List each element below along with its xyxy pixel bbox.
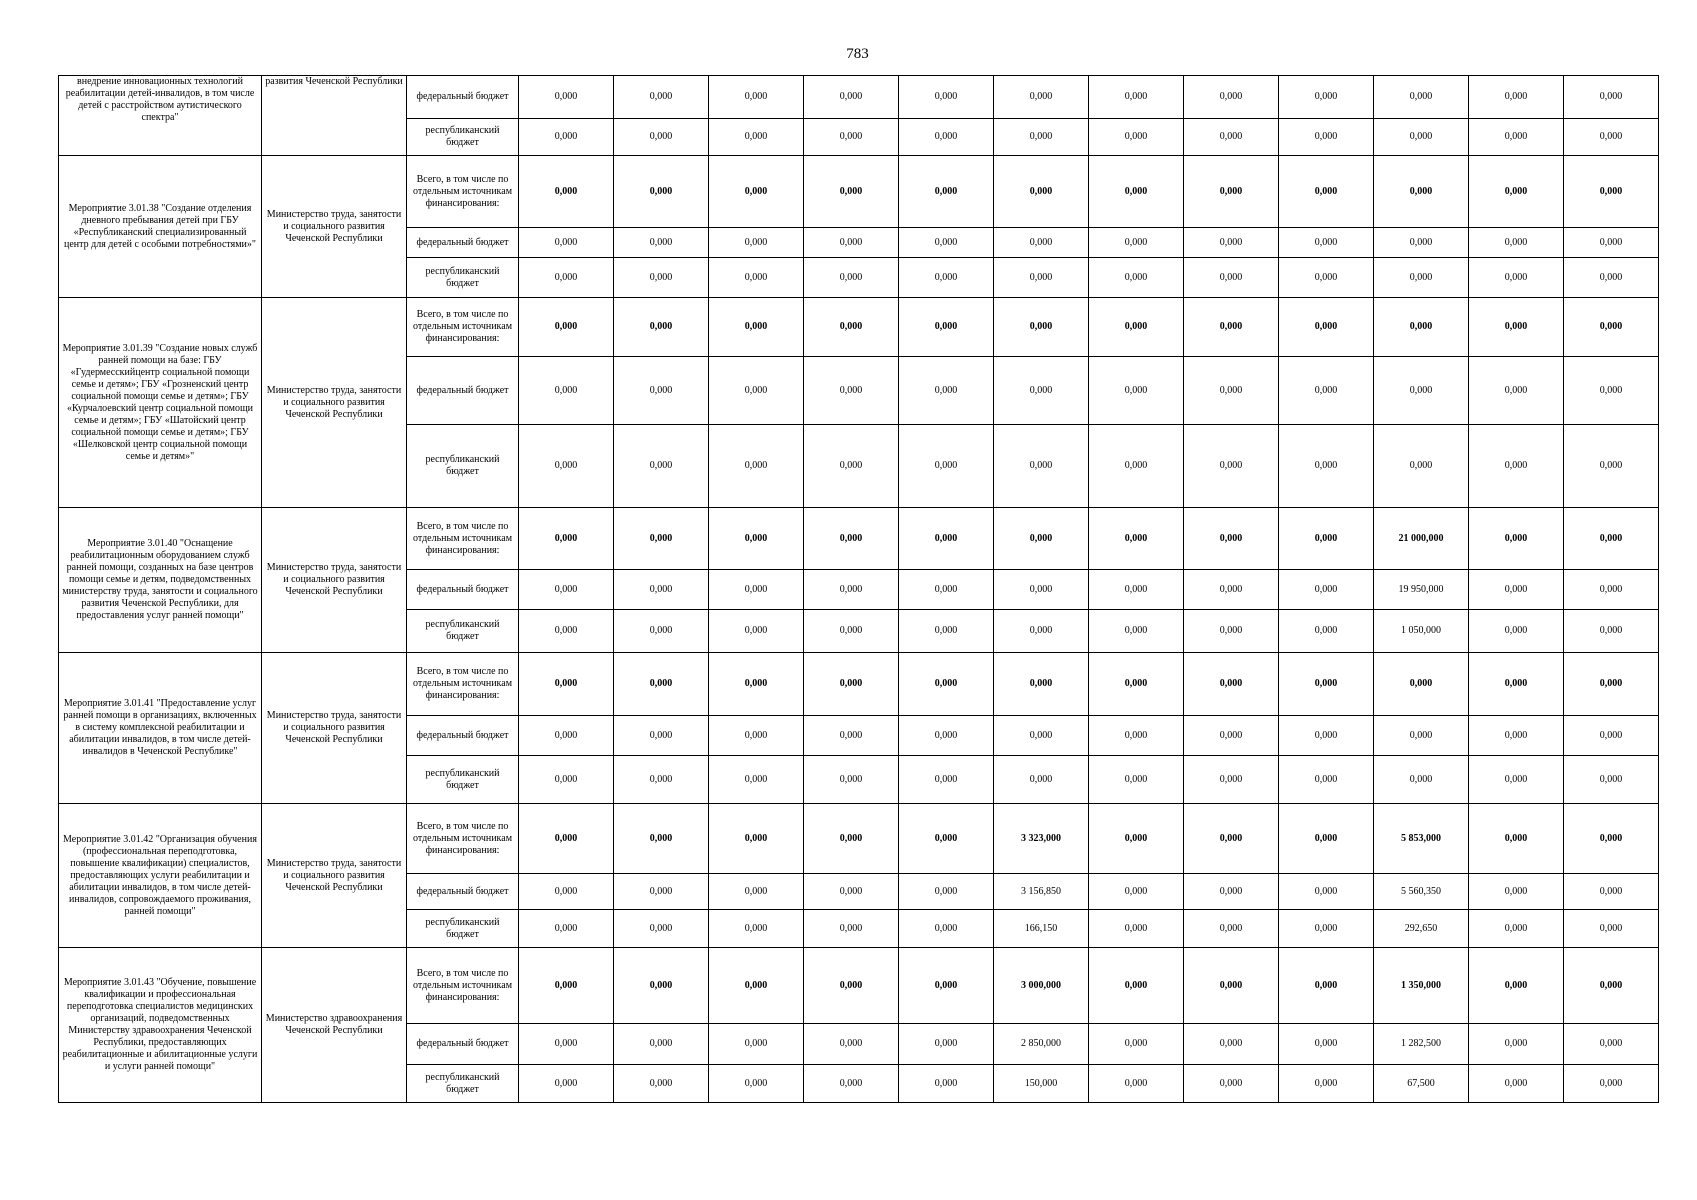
amount-cell: 0,000 [1184,76,1279,119]
amount-cell: 0,000 [1184,1065,1279,1103]
amount-cell: 0,000 [1374,119,1469,156]
funding-source: Всего, в том числе по отдельным источникам финансирования: [407,653,519,716]
amount-cell: 0,000 [1564,119,1659,156]
amount-cell: 0,000 [1564,508,1659,570]
amount-cell: 0,000 [709,1024,804,1065]
amount-cell: 0,000 [709,76,804,119]
amount-cell: 0,000 [1089,357,1184,425]
amount-cell: 0,000 [1469,716,1564,756]
amount-cell: 0,000 [994,156,1089,228]
funding-source: республиканский бюджет [407,425,519,508]
amount-cell: 0,000 [1469,570,1564,610]
amount-cell: 0,000 [1564,258,1659,298]
amount-cell: 0,000 [1089,804,1184,874]
table-row [59,948,1659,1024]
amount-cell: 0,000 [899,156,994,228]
page-number: 783 [846,46,869,62]
amount-cell: 0,000 [994,119,1089,156]
amount-cell: 0,000 [1279,119,1374,156]
amount-cell: 0,000 [614,716,709,756]
amount-cell: 0,000 [899,425,994,508]
amount-cell: 0,000 [709,156,804,228]
amount-cell: 0,000 [1564,874,1659,910]
amount-cell: 0,000 [1279,910,1374,948]
amount-cell: 0,000 [899,298,994,357]
amount-cell: 0,000 [804,716,899,756]
amount-cell: 0,000 [1089,425,1184,508]
amount-cell: 0,000 [1184,119,1279,156]
amount-cell: 0,000 [1279,1065,1374,1103]
amount-cell: 0,000 [614,228,709,258]
amount-cell: 0,000 [519,653,614,716]
amount-cell: 0,000 [709,716,804,756]
amount-cell: 0,000 [1469,258,1564,298]
amount-cell: 0,000 [899,874,994,910]
amount-cell: 0,000 [1469,425,1564,508]
amount-cell: 0,000 [1089,119,1184,156]
amount-cell: 0,000 [519,756,614,804]
table-row [59,298,1659,357]
amount-cell: 0,000 [1089,258,1184,298]
amount-cell: 0,000 [519,425,614,508]
table-row [59,804,1659,874]
amount-cell: 0,000 [1469,508,1564,570]
amount-cell: 0,000 [709,1065,804,1103]
amount-cell: 0,000 [519,948,614,1024]
amount-cell: 0,000 [899,119,994,156]
funding-source: федеральный бюджет [407,228,519,258]
amount-cell: 0,000 [1374,756,1469,804]
amount-cell: 0,000 [804,874,899,910]
funding-source: федеральный бюджет [407,874,519,910]
amount-cell: 0,000 [1279,570,1374,610]
amount-cell: 0,000 [1089,716,1184,756]
amount-cell: 0,000 [1089,910,1184,948]
amount-cell: 0,000 [994,298,1089,357]
amount-cell: 0,000 [709,357,804,425]
amount-cell: 0,000 [899,910,994,948]
amount-cell: 0,000 [804,948,899,1024]
amount-cell: 0,000 [519,910,614,948]
amount-cell: 0,000 [709,910,804,948]
amount-cell: 0,000 [519,228,614,258]
amount-cell: 0,000 [804,119,899,156]
amount-cell: 0,000 [519,508,614,570]
amount-cell: 1 350,000 [1374,948,1469,1024]
amount-cell: 0,000 [899,228,994,258]
amount-cell: 0,000 [1564,804,1659,874]
funding-source: республиканский бюджет [407,258,519,298]
amount-cell: 0,000 [1184,653,1279,716]
amount-cell: 0,000 [519,258,614,298]
amount-cell: 0,000 [804,756,899,804]
amount-cell: 0,000 [709,948,804,1024]
amount-cell: 0,000 [899,357,994,425]
amount-cell: 0,000 [709,804,804,874]
amount-cell: 0,000 [1279,804,1374,874]
event-name: Мероприятие 3.01.38 "Создание отделения дневного пребывания детей при ГБУ «Республиканский специализированный центр для детей с особыми потребностями»" [59,156,262,298]
amount-cell: 0,000 [614,1024,709,1065]
amount-cell: 0,000 [1374,228,1469,258]
amount-cell: 0,000 [1279,874,1374,910]
amount-cell: 0,000 [804,1024,899,1065]
amount-cell: 0,000 [804,653,899,716]
executor-name: Министерство труда, занятости и социального развития Чеченской Республики [262,653,407,804]
event-name: внедрение инновационных технологий реабилитации детей-инвалидов, в том числе детей с расстройством аутистического спектра" [59,76,262,156]
amount-cell: 0,000 [1374,357,1469,425]
funding-source: федеральный бюджет [407,1024,519,1065]
funding-source: Всего, в том числе по отдельным источникам финансирования: [407,948,519,1024]
amount-cell: 1 282,500 [1374,1024,1469,1065]
table-row [59,653,1659,716]
amount-cell: 0,000 [804,610,899,653]
amount-cell: 0,000 [1279,228,1374,258]
executor-name: Министерство труда, занятости и социального развития Чеченской Республики [262,156,407,298]
amount-cell: 0,000 [1279,425,1374,508]
amount-cell: 0,000 [1279,610,1374,653]
amount-cell: 0,000 [1564,228,1659,258]
amount-cell: 0,000 [804,1065,899,1103]
amount-cell: 0,000 [709,119,804,156]
amount-cell: 0,000 [614,610,709,653]
amount-cell: 0,000 [1089,156,1184,228]
amount-cell: 0,000 [1469,948,1564,1024]
amount-cell: 0,000 [1279,508,1374,570]
amount-cell: 0,000 [1564,948,1659,1024]
amount-cell: 0,000 [994,76,1089,119]
funding-source: республиканский бюджет [407,610,519,653]
amount-cell: 1 050,000 [1374,610,1469,653]
amount-cell: 0,000 [804,570,899,610]
amount-cell: 0,000 [1374,298,1469,357]
amount-cell: 0,000 [1184,156,1279,228]
amount-cell: 0,000 [519,298,614,357]
amount-cell: 0,000 [1564,756,1659,804]
amount-cell: 0,000 [1279,258,1374,298]
amount-cell: 0,000 [1469,874,1564,910]
amount-cell: 0,000 [1564,910,1659,948]
amount-cell: 0,000 [1564,1024,1659,1065]
executor-name: Министерство труда, занятости и социального развития Чеченской Республики [262,298,407,508]
amount-cell: 0,000 [1469,1024,1564,1065]
amount-cell: 0,000 [1089,298,1184,357]
event-name: Мероприятие 3.01.42 "Организация обучения (профессиональная переподготовка, повышение квалификации) специалистов, предоставляющих услуги реабилитации и абилитации инвалидов, в том числе детей-инвалидов, сопровождаемого проживания, ранней помощи" [59,804,262,948]
amount-cell: 0,000 [1564,610,1659,653]
amount-cell: 0,000 [519,357,614,425]
amount-cell: 0,000 [519,119,614,156]
amount-cell: 0,000 [1469,119,1564,156]
amount-cell: 0,000 [1374,76,1469,119]
funding-source: республиканский бюджет [407,1065,519,1103]
amount-cell: 292,650 [1374,910,1469,948]
amount-cell: 0,000 [614,874,709,910]
amount-cell: 0,000 [614,570,709,610]
amount-cell: 0,000 [804,804,899,874]
amount-cell: 0,000 [1089,1065,1184,1103]
amount-cell: 0,000 [1184,1024,1279,1065]
executor-name: развития Чеченской Республики [262,76,407,156]
amount-cell: 0,000 [519,804,614,874]
amount-cell: 0,000 [614,357,709,425]
amount-cell: 0,000 [899,610,994,653]
amount-cell: 5 853,000 [1374,804,1469,874]
amount-cell: 0,000 [1184,508,1279,570]
amount-cell: 0,000 [614,910,709,948]
amount-cell: 0,000 [1184,258,1279,298]
funding-source: Всего, в том числе по отдельным источникам финансирования: [407,298,519,357]
amount-cell: 0,000 [1469,756,1564,804]
amount-cell: 0,000 [1184,874,1279,910]
amount-cell: 0,000 [994,610,1089,653]
amount-cell: 0,000 [804,910,899,948]
amount-cell: 0,000 [1279,298,1374,357]
amount-cell: 5 560,350 [1374,874,1469,910]
amount-cell: 0,000 [994,508,1089,570]
table-row [59,156,1659,228]
amount-cell: 0,000 [614,1065,709,1103]
amount-cell: 0,000 [1089,948,1184,1024]
amount-cell: 0,000 [1279,76,1374,119]
amount-cell: 0,000 [804,228,899,258]
amount-cell: 0,000 [709,508,804,570]
amount-cell: 0,000 [1469,228,1564,258]
funding-source: республиканский бюджет [407,910,519,948]
amount-cell: 0,000 [1089,508,1184,570]
amount-cell: 0,000 [804,357,899,425]
amount-cell: 150,000 [994,1065,1089,1103]
amount-cell: 0,000 [1564,156,1659,228]
amount-cell: 0,000 [1469,156,1564,228]
amount-cell: 0,000 [1469,804,1564,874]
amount-cell: 0,000 [899,653,994,716]
amount-cell: 0,000 [1089,1024,1184,1065]
amount-cell: 0,000 [1279,357,1374,425]
amount-cell: 0,000 [519,716,614,756]
event-name: Мероприятие 3.01.39 "Создание новых служб ранней помощи на базе: ГБУ «Гудермесскийцентр социальной помощи семье и детям»; ГБУ «Грозненский центр социальной помощи семье и детям»; ГБУ «Курчалоевский центр социальной помощи семье и детям»; ГБУ «Шатойский центр социальной помощи семье и детям»; ГБУ «Шелковской центр социальной помощи семье и детям»" [59,298,262,508]
amount-cell: 0,000 [1469,1065,1564,1103]
amount-cell: 0,000 [994,653,1089,716]
amount-cell: 3 000,000 [994,948,1089,1024]
table-row [59,508,1659,570]
amount-cell: 0,000 [1374,425,1469,508]
amount-cell: 0,000 [1279,716,1374,756]
amount-cell: 0,000 [899,948,994,1024]
amount-cell: 0,000 [1089,228,1184,258]
amount-cell: 0,000 [1564,716,1659,756]
amount-cell: 0,000 [994,425,1089,508]
amount-cell: 0,000 [1564,425,1659,508]
amount-cell: 0,000 [1374,258,1469,298]
amount-cell: 0,000 [709,258,804,298]
amount-cell: 3 323,000 [994,804,1089,874]
amount-cell: 0,000 [614,258,709,298]
amount-cell: 0,000 [1089,874,1184,910]
amount-cell: 0,000 [1469,910,1564,948]
amount-cell: 0,000 [519,76,614,119]
amount-cell: 0,000 [1089,756,1184,804]
amount-cell: 0,000 [1184,425,1279,508]
amount-cell: 0,000 [899,804,994,874]
amount-cell: 0,000 [994,357,1089,425]
amount-cell: 0,000 [519,610,614,653]
amount-cell: 0,000 [1469,653,1564,716]
amount-cell: 0,000 [899,756,994,804]
amount-cell: 0,000 [1564,76,1659,119]
amount-cell: 0,000 [1374,653,1469,716]
amount-cell: 0,000 [709,610,804,653]
amount-cell: 0,000 [804,258,899,298]
amount-cell: 0,000 [1184,570,1279,610]
amount-cell: 0,000 [899,76,994,119]
amount-cell: 0,000 [804,508,899,570]
event-name: Мероприятие 3.01.43 "Обучение, повышение квалификации и профессиональная переподготовка специалистов медицинских организаций, подведомственных Министерству здравоохранения Чеченской Республики, предоставляющих реабилитационные и абилитационные услуги и услуги ранней помощи" [59,948,262,1103]
amount-cell: 0,000 [994,258,1089,298]
amount-cell: 0,000 [804,156,899,228]
funding-source: федеральный бюджет [407,716,519,756]
amount-cell: 0,000 [1469,76,1564,119]
amount-cell: 0,000 [994,756,1089,804]
amount-cell: 0,000 [994,570,1089,610]
amount-cell: 0,000 [709,425,804,508]
amount-cell: 0,000 [1184,756,1279,804]
executor-name: Министерство здравоохранения Чеченской Республики [262,948,407,1103]
amount-cell: 0,000 [1374,156,1469,228]
event-name: Мероприятие 3.01.40 "Оснащение реабилитационным оборудованием служб ранней помощи, созданных на базе центров помощи семье и детям, подведомственных министерству труда, занятости и социального развития Чеченской Республики, для предоставления услуг ранней помощи" [59,508,262,653]
funding-source: Всего, в том числе по отдельным источникам финансирования: [407,156,519,228]
amount-cell: 0,000 [1279,948,1374,1024]
amount-cell: 0,000 [709,874,804,910]
amount-cell: 0,000 [1564,298,1659,357]
amount-cell: 0,000 [1564,653,1659,716]
funding-source: федеральный бюджет [407,570,519,610]
funding-source: федеральный бюджет [407,76,519,119]
amount-cell: 0,000 [1279,756,1374,804]
amount-cell: 0,000 [1184,298,1279,357]
amount-cell: 0,000 [614,804,709,874]
amount-cell: 0,000 [1279,1024,1374,1065]
amount-cell: 0,000 [614,756,709,804]
amount-cell: 0,000 [1184,948,1279,1024]
amount-cell: 0,000 [614,298,709,357]
funding-table [58,75,1659,1103]
amount-cell: 0,000 [614,653,709,716]
amount-cell: 0,000 [1279,653,1374,716]
amount-cell: 0,000 [1279,156,1374,228]
amount-cell: 0,000 [709,298,804,357]
amount-cell: 0,000 [1089,610,1184,653]
amount-cell: 0,000 [994,716,1089,756]
amount-cell: 0,000 [1469,610,1564,653]
amount-cell: 0,000 [899,508,994,570]
amount-cell: 0,000 [1374,716,1469,756]
funding-source: Всего, в том числе по отдельным источникам финансирования: [407,804,519,874]
amount-cell: 0,000 [1089,653,1184,716]
amount-cell: 0,000 [1564,1065,1659,1103]
amount-cell: 0,000 [709,228,804,258]
amount-cell: 0,000 [1184,228,1279,258]
amount-cell: 67,500 [1374,1065,1469,1103]
amount-cell: 0,000 [614,425,709,508]
funding-source: Всего, в том числе по отдельным источникам финансирования: [407,508,519,570]
amount-cell: 0,000 [1564,357,1659,425]
amount-cell: 0,000 [1184,804,1279,874]
amount-cell: 166,150 [994,910,1089,948]
amount-cell: 0,000 [804,298,899,357]
amount-cell: 0,000 [1089,76,1184,119]
amount-cell: 0,000 [1184,357,1279,425]
amount-cell: 0,000 [614,948,709,1024]
amount-cell: 0,000 [614,76,709,119]
amount-cell: 0,000 [519,570,614,610]
executor-name: Министерство труда, занятости и социального развития Чеченской Республики [262,508,407,653]
amount-cell: 0,000 [519,874,614,910]
amount-cell: 0,000 [519,156,614,228]
amount-cell: 0,000 [1564,570,1659,610]
amount-cell: 0,000 [899,258,994,298]
table-row [59,76,1659,119]
amount-cell: 0,000 [1184,716,1279,756]
amount-cell: 0,000 [899,570,994,610]
amount-cell: 0,000 [899,1024,994,1065]
amount-cell: 0,000 [519,1024,614,1065]
amount-cell: 0,000 [804,76,899,119]
executor-name: Министерство труда, занятости и социального развития Чеченской Республики [262,804,407,948]
amount-cell: 0,000 [899,716,994,756]
amount-cell: 0,000 [1184,610,1279,653]
amount-cell: 0,000 [709,756,804,804]
amount-cell: 0,000 [614,508,709,570]
amount-cell: 0,000 [804,425,899,508]
amount-cell: 0,000 [709,653,804,716]
amount-cell: 0,000 [1469,298,1564,357]
amount-cell: 0,000 [899,1065,994,1103]
amount-cell: 2 850,000 [994,1024,1089,1065]
amount-cell: 0,000 [1089,570,1184,610]
amount-cell: 19 950,000 [1374,570,1469,610]
amount-cell: 0,000 [1184,910,1279,948]
event-name: Мероприятие 3.01.41 "Предоставление услуг ранней помощи в организациях, включенных в систему комплексной реабилитации и абилитации инвалидов, в том числе детей-инвалидов в Чеченской Республике" [59,653,262,804]
amount-cell: 0,000 [709,570,804,610]
amount-cell: 0,000 [994,228,1089,258]
amount-cell: 21 000,000 [1374,508,1469,570]
amount-cell: 0,000 [614,119,709,156]
amount-cell: 0,000 [1469,357,1564,425]
funding-source: республиканский бюджет [407,119,519,156]
funding-source: федеральный бюджет [407,357,519,425]
amount-cell: 0,000 [614,156,709,228]
amount-cell: 3 156,850 [994,874,1089,910]
amount-cell: 0,000 [519,1065,614,1103]
funding-source: республиканский бюджет [407,756,519,804]
